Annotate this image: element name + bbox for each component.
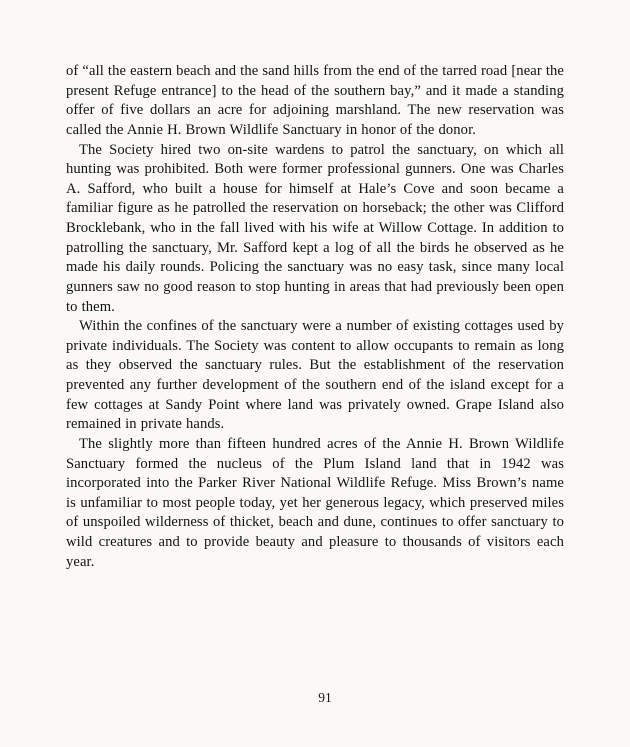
paragraph: The slightly more than fifteen hundred acres of the Annie H. Brown Wildlife Sanctuary formed the nucleus of the Plum Island land that in 1942 was incorporated into the Parker River National Wildlife Refuge. Miss Brown’s name is unfamiliar to most people today, yet her generous legacy, which preserved miles of unspoiled wilderness of thicket, beach and dune, continues to offer sanctuary to wild creatures and to provide beauty and pleasure to thousands of visitors each year. — [66, 435, 564, 570]
paragraph: of “all the eastern beach and the sand hills from the end of the tarred road [near the present Refuge entrance] to the head of the southern bay,” and it made a standing offer of five dollars an acre for adjoining marshland. The new reservation was called the Annie H. Brown Wildlife Sanctuary in honor of the donor. — [66, 63, 564, 138]
body-text — [66, 62, 564, 572]
page-number-value: 91 — [318, 690, 332, 705]
page-number — [0, 690, 630, 706]
paragraph: The Society hired two on-site wardens to patrol the sanctuary, on which all hunting was prohibited. Both were former professional gunners. One was Charles A. Safford, who built a house for himself at Hale’s Cove and soon became a familiar figure as he patrolled the reservation on horseback; the other was Clifford Brocklebank, who in the fall lived with his wife at Willow Cottage. In addition to patrolling the sanctuary, Mr. Safford kept a log of all the birds he observed as he made his daily rounds. Policing the sanctuary was no easy task, since many local gunners saw no good reason to stop hunting in areas that had previously been open to them. — [66, 141, 564, 315]
paragraph: Within the confines of the sanctuary were a number of existing cottages used by private individuals. The Society was content to allow occupants to remain as long as they observed the sanctuary rules. But the establishment of the reservation prevented any further development of the southern end of the island except for a few cottages at Sandy Point where land was privately owned. Grape Island also remained in private hands. — [66, 318, 564, 433]
